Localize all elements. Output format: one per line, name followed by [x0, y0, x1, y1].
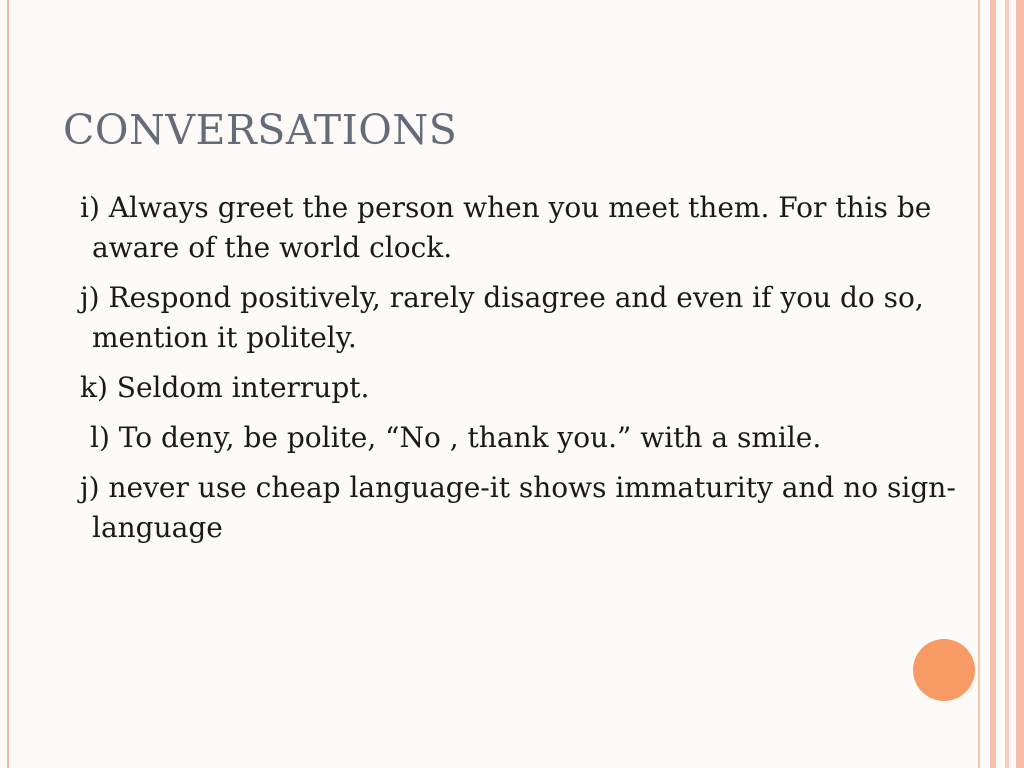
slide-title: CONVERSATIONS — [63, 106, 458, 154]
right-decorative-stripe — [978, 0, 980, 768]
list-item: j) never use cheap language-it shows immaturity and no sign-language — [80, 471, 956, 544]
decorative-circle — [913, 639, 975, 701]
list-item: l) To deny, be polite, “No , thank you.” with a smile. — [90, 421, 822, 454]
left-border-line — [7, 0, 9, 768]
list-item: i) Always greet the person when you meet them. For this be aware of the world clock. — [80, 191, 932, 264]
right-decorative-stripe — [1016, 0, 1024, 768]
list-item: j) Respond positively, rarely disagree and even if you do so, mention it politely. — [80, 281, 924, 354]
slide-body — [80, 188, 960, 558]
right-decorative-stripe — [1005, 0, 1009, 768]
list-item: k) Seldom interrupt. — [80, 371, 370, 404]
right-decorative-stripe — [990, 0, 996, 768]
